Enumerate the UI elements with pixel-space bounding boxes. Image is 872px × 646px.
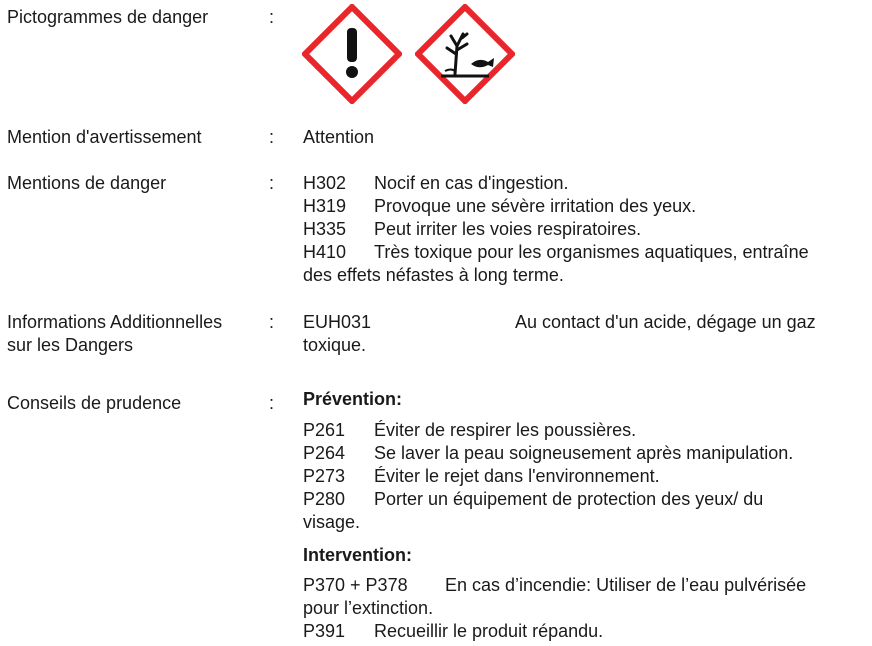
hazard-text: Nocif en cas d'ingestion. [374,173,569,193]
pictograms-label: Pictogrammes de danger [7,7,209,27]
precaution-text: Recueillir le produit répandu. [374,621,604,641]
precaution-text: Éviter le rejet dans l'environnement. [374,466,660,486]
precaution-code: P370 + P378 [303,575,408,595]
euh-text-continuation: toxique. [303,335,367,355]
colon-separator: : [269,127,275,147]
precaution-code: P391 [303,621,346,641]
hazard-statements-label: Mentions de danger [7,173,167,193]
euh-code: EUH031 [303,312,372,332]
colon-separator: : [269,173,275,193]
additional-info-label-line2: sur les Dangers [7,335,134,355]
signal-word-value: Attention [303,127,375,147]
environment-hazard-icon [415,4,515,104]
hazard-code: H335 [303,219,347,239]
precaution-text: Éviter de respirer les poussières. [374,420,637,440]
hazard-text-continuation: des effets néfastes à long terme. [303,265,564,285]
euh-text: Au contact d'un acide, dégage un gaz [515,312,816,332]
precaution-code: P264 [303,443,346,463]
hazard-text: Provoque une sévère irritation des yeux. [374,196,697,216]
hazard-text: Très toxique pour les organismes aquatiques, entraîne [374,242,809,262]
precaution-text: Porter un équipement de protection des yeux/ du [374,489,764,509]
intervention-heading: Intervention: [303,545,413,565]
precaution-text: Se laver la peau soigneusement après manipulation. [374,443,794,463]
hazard-text: Peut irriter les voies respiratoires. [374,219,642,239]
colon-separator: : [269,393,275,413]
additional-info-label: Informations Additionnelles [7,312,223,332]
hazard-code: H410 [303,242,347,262]
signal-word-label: Mention d'avertissement [7,127,202,147]
precaution-code: P280 [303,489,346,509]
exclamation-mark-icon [302,4,402,104]
colon-separator: : [269,312,275,332]
colon-separator: : [269,7,275,27]
precaution-text: En cas d’incendie: Utiliser de l’eau pulvérisée [445,575,807,595]
precaution-text-continuation: pour l’extinction. [303,598,434,618]
precaution-code: P273 [303,466,346,486]
precautionary-label: Conseils de prudence [7,393,182,413]
hazard-code: H319 [303,196,347,216]
precaution-text-continuation: visage. [303,512,361,532]
precaution-code: P261 [303,420,346,440]
prevention-heading: Prévention: [303,389,403,409]
hazard-code: H302 [303,173,347,193]
